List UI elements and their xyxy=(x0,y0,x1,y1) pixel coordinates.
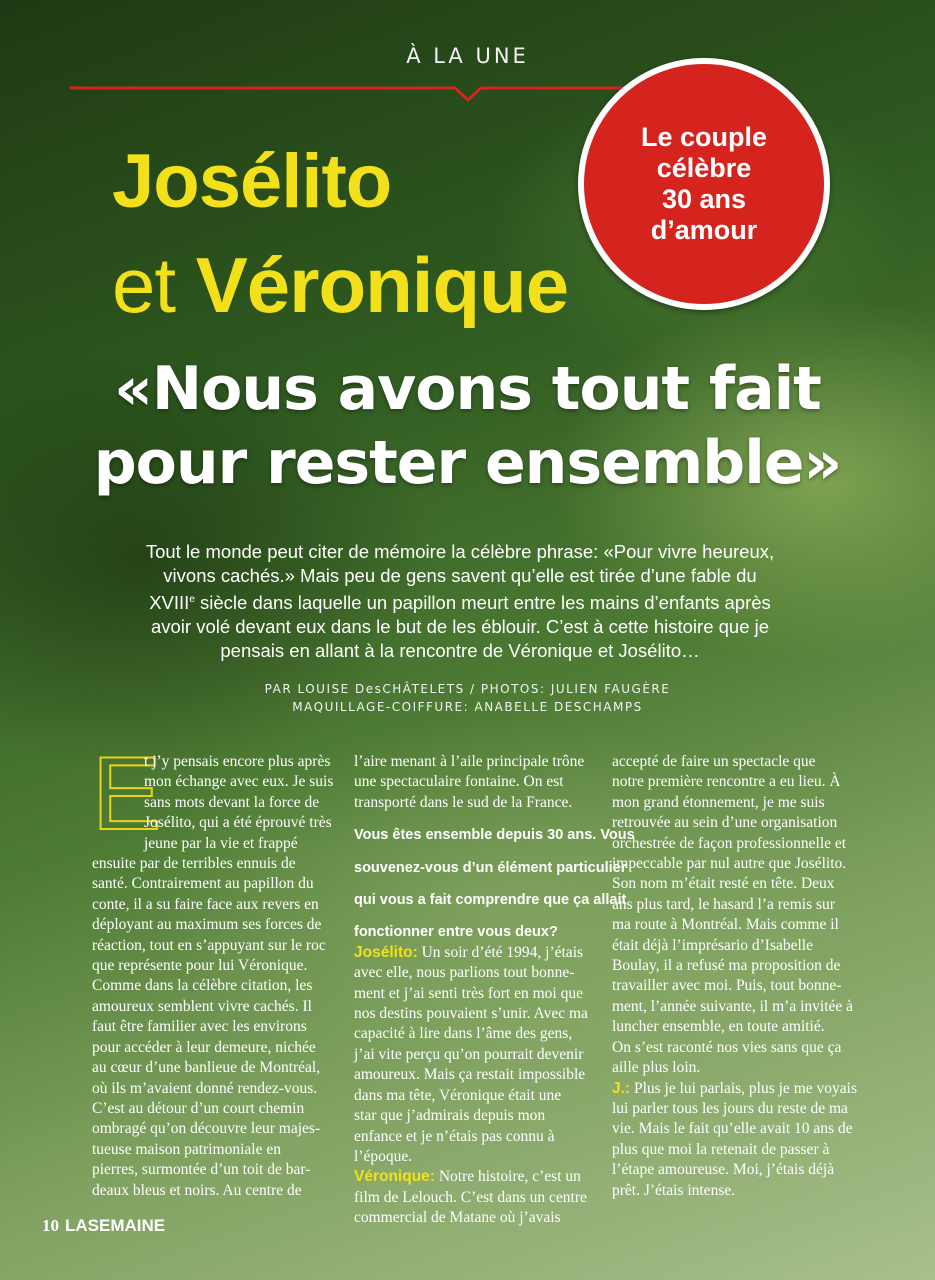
article-line: sans mots devant la force de xyxy=(144,793,320,811)
article-line: retrouvée au sein d’une organisation xyxy=(612,814,838,832)
intro-line: avoir volé devant eux dans le but de les éblouir. C’est à cette histoire que je xyxy=(150,616,770,638)
drop-cap: E xyxy=(92,736,162,852)
article-line: au cœur d’une banlieue de Montréal, xyxy=(92,1059,321,1077)
article-line: t j’y pensais encore plus après xyxy=(144,753,331,770)
intro-paragraph xyxy=(90,540,830,663)
century-superscript: e xyxy=(189,594,195,605)
headline-quote xyxy=(0,352,935,500)
article-line: commercial de Matane où j’avais xyxy=(354,1209,561,1227)
article-line: Comme dans la célèbre citation, les xyxy=(92,977,313,995)
article-line: amoureux. Mais ça restait impossible xyxy=(354,1066,586,1084)
title-connector: et xyxy=(112,241,176,329)
page-number: 10 xyxy=(42,1216,59,1235)
article-line: star que j’admirais depuis mon xyxy=(354,1107,546,1125)
intro-line: Tout le monde peut citer de mémoire la célèbre phrase: «Pour vivre heureux, xyxy=(145,541,775,562)
intro-line: vivons cachés.» Mais peu de gens savent qu’elle est tirée d’une fable du xyxy=(163,565,757,586)
answer-text: Plus je lui parlais, plus je me voyais xyxy=(630,1079,857,1097)
article-line: j’ai vite perçu qu’on pourrait devenir xyxy=(354,1045,584,1063)
headline-line: «Nous avons tout fait xyxy=(114,354,821,424)
title-name-1: Josélito xyxy=(112,139,392,224)
article-line: lui parler tous les jours du reste de ma xyxy=(612,1099,848,1117)
article-line: mon échange avec eux. Je suis xyxy=(144,773,334,791)
article-line: accepté de faire un spectacle que xyxy=(612,753,816,770)
answer-line xyxy=(612,1079,857,1099)
intro-line: pensais en allant à la rencontre de Véronique et Josélito… xyxy=(220,640,700,662)
article-line: impeccable par nul autre que Josélito. xyxy=(612,855,847,873)
article-column-1 xyxy=(92,752,332,1201)
answer-line xyxy=(354,1167,592,1187)
article-line: une spectaculaire fontaine. On est xyxy=(354,773,564,791)
article-line: orchestrée de façon professionnelle et xyxy=(612,834,847,852)
article-line: nos destins pouvaient s’unir. Avec ma xyxy=(354,1005,588,1023)
article-line: dans ma tête, Véronique était une xyxy=(354,1086,562,1104)
article-line: ensuite par de terribles ennuis de xyxy=(92,855,296,873)
article-line: pierres, surmontée d’un toit de bar- xyxy=(92,1161,311,1179)
article-line: où ils m’avaient donné rendez-vous. xyxy=(92,1079,318,1097)
title-line-2 xyxy=(112,240,568,331)
badge-line: Le couple xyxy=(640,122,768,152)
article-line: tueuse maison patrimoniale en xyxy=(92,1140,281,1158)
answer-text: Un soir d’été 1994, j’étais xyxy=(417,943,584,961)
century-numeral: XVIII xyxy=(149,592,190,614)
intro-line xyxy=(90,588,830,615)
answer-line xyxy=(354,943,592,963)
speaker-label: Véronique: xyxy=(354,1168,435,1186)
article-line: ombragé qu’on découvre leur majes- xyxy=(92,1120,321,1138)
question-line: fonctionner entre vous deux? xyxy=(354,924,558,941)
article-line: luncher ensemble, en toute amitié. xyxy=(612,1018,825,1036)
section-label: À LA UNE xyxy=(406,44,529,68)
article-line: plus que moi la retenait de passer à xyxy=(612,1140,830,1158)
article-line: On s’est raconté nos vies sans que ça xyxy=(612,1038,842,1056)
byline-author: PAR LOUISE DesCHÂTELETS / PHOTOS: JULIEN FAUGÈRE xyxy=(264,682,671,696)
answer-text: Notre histoire, c’est un xyxy=(434,1168,581,1186)
article-line: vie. Mais le fait qu’elle avait 10 ans de xyxy=(612,1120,853,1138)
badge-line: célèbre xyxy=(656,153,752,183)
article-line: que représente pour lui Véronique. xyxy=(92,957,308,975)
byline-makeup: MAQUILLAGE-COIFFURE: ANABELLE DESCHAMPS xyxy=(292,700,643,714)
article-line: ment et j’ai senti très fort en moi que xyxy=(354,984,583,1002)
article-line: enfance et je n’étais pas connu à xyxy=(354,1127,555,1145)
article-line: C’est au détour d’un court chemin xyxy=(92,1099,305,1117)
article-column-2 xyxy=(354,752,635,1229)
article-line: prêt. J’étais intense. xyxy=(612,1181,736,1199)
article-line: transporté dans le sud de la France. xyxy=(354,793,573,811)
article-line: deaux bleus et noirs. Au centre de xyxy=(92,1181,302,1199)
badge-line: d’amour xyxy=(650,215,758,245)
title-name-2: Véronique xyxy=(195,241,569,329)
article-line: faut être familier avec les environs xyxy=(92,1018,307,1036)
article-line: Son nom m’était resté en tête. Deux xyxy=(612,875,835,893)
article-line: film de Lelouch. C’est dans un centre xyxy=(354,1188,587,1206)
badge-line: 30 ans xyxy=(661,184,747,214)
article-line: ans plus tard, le hasard l’a remis sur xyxy=(612,895,835,913)
article-line: notre première rencontre a eu lieu. À xyxy=(612,773,841,791)
speaker-label: J.: xyxy=(612,1079,631,1097)
article-line: conte, il a su faire face aux revers en xyxy=(92,895,319,913)
article-line: jeune par la vie et frappé xyxy=(144,834,298,852)
byline xyxy=(0,680,935,716)
question-line: qui vous a fait comprendre que ça allait xyxy=(354,892,627,909)
article-line: l’époque. xyxy=(354,1147,413,1165)
article-line: avec elle, nous parlions tout bonne- xyxy=(354,964,575,982)
page-footer xyxy=(42,1216,165,1236)
article-line: l’aire menant à l’aile principale trône xyxy=(354,753,585,770)
question-line: souvenez-vous d’un élément particulier xyxy=(354,859,627,876)
intro-line-rest: siècle dans laquelle un papillon meurt entre les mains d’enfants après xyxy=(194,592,771,614)
anniversary-badge xyxy=(578,58,830,310)
article-line: travailler avec moi. Puis, tout bonne- xyxy=(612,977,842,995)
article-line: santé. Contrairement au papillon du xyxy=(92,875,314,893)
question-line: Vous êtes ensemble depuis 30 ans. Vous xyxy=(354,827,635,844)
article-line: Josélito, qui a été éprouvé très xyxy=(144,814,332,832)
article-column-3 xyxy=(612,752,857,1201)
article-line: amoureux semblent vivre cachés. Il xyxy=(92,997,312,1015)
article-line: réaction, tout en s’appuyant sur le roc xyxy=(92,936,326,954)
section-rule xyxy=(70,82,630,104)
headline-line: pour rester ensemble» xyxy=(93,428,842,498)
article-line: l’étape amoureuse. Moi, j’étais déjà xyxy=(612,1161,835,1179)
speaker-label: Josélito: xyxy=(354,943,418,961)
article-line: aille plus loin. xyxy=(612,1059,701,1077)
magazine-name: LASEMAINE xyxy=(65,1216,166,1235)
article-line: capacité à lire dans l’âme des gens, xyxy=(354,1025,573,1043)
article-line: ment, l’année suivante, il m’a invitée à xyxy=(612,997,854,1015)
article-line: déployant au maximum ses forces de xyxy=(92,916,322,934)
article-line: mon grand étonnement, je me suis xyxy=(612,793,825,811)
article-line: ma route à Montréal. Mais comme il xyxy=(612,916,839,934)
article-line: était déjà l’imprésario d’Isabelle xyxy=(612,936,813,954)
article-line: pour accéder à leur demeure, nichée xyxy=(92,1038,316,1056)
article-line: Boulay, il a refusé ma proposition de xyxy=(612,957,841,975)
